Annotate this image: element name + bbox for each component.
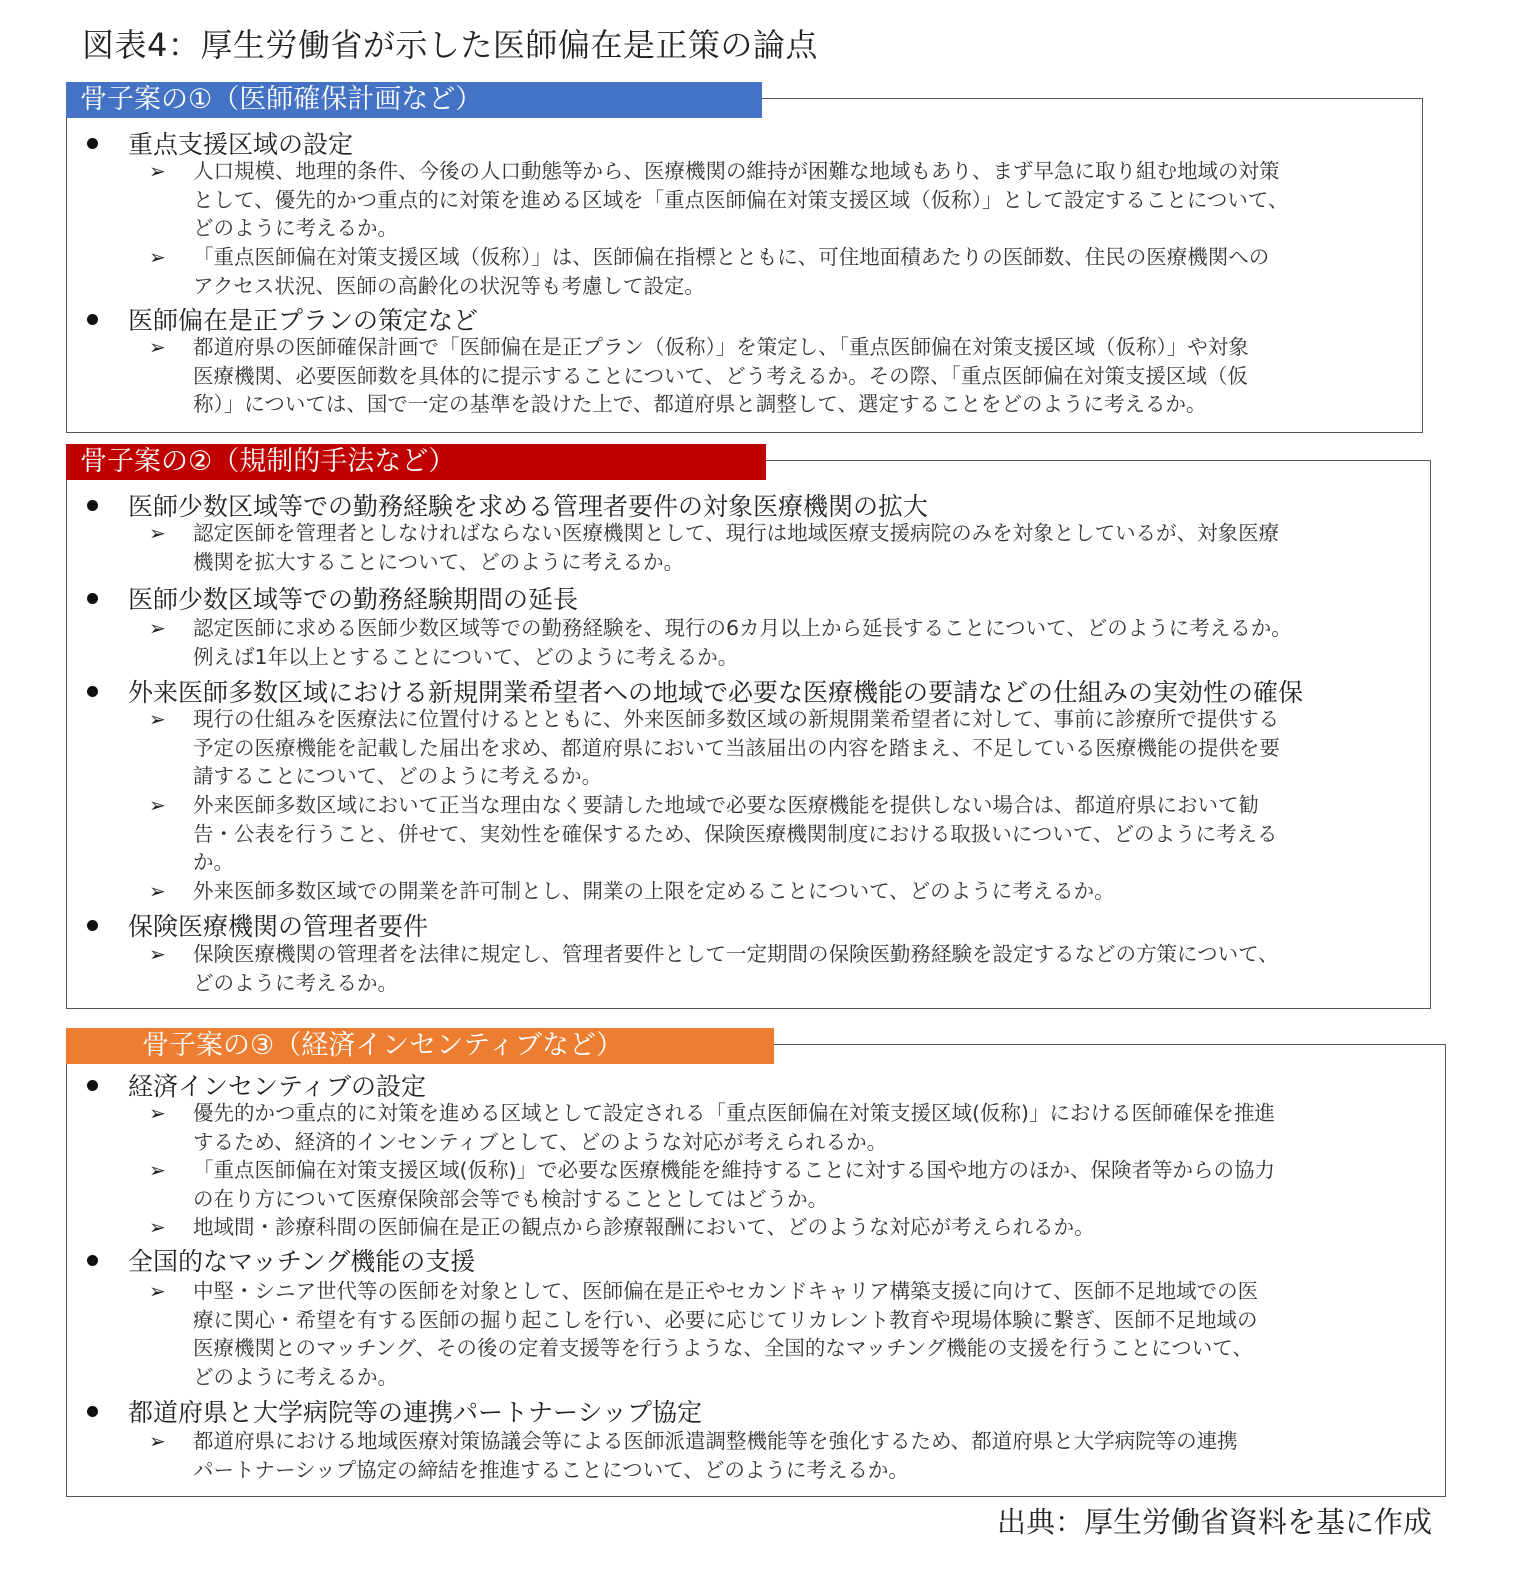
bullet-item (81, 1393, 702, 1429)
bullet-item (81, 487, 928, 523)
arrow-bullet-icon: ➢ (149, 335, 166, 359)
bullet-text: 外来医師多数区域における新規開業希望者への地域で必要な医療機能の要請などの仕組みの実効性の確保 (128, 678, 1304, 707)
sub-item-text: 人口規模、地理的条件、今後の人口動態等から、医療機関の維持が困難な地域もあり、まず早急に取り組む地域の対策 として、優先的かつ重点的に対策を進める区域を「重点医師偏在対策支援区域（仮称）」として設定することについて、 どのように考えるか。 (193, 159, 1289, 240)
page-title: 図表4：厚生労働省が示した医師偏在是正策の論点 (82, 26, 818, 64)
source-note: 出典：厚生労働省資料を基に作成 (996, 1505, 1432, 1539)
arrow-bullet-icon: ➢ (149, 1101, 166, 1125)
arrow-bullet-icon: ➢ (149, 1279, 166, 1303)
bullet-item (81, 580, 578, 616)
bullet-text: 医師少数区域等での勤務経験を求める管理者要件の対象医療機関の拡大 (128, 492, 929, 521)
sub-item-text: 都道府県における地域医療対策協議会等による医師派遣調整機能等を強化するため、都道府県と大学病院等の連携 パートナーシップ協定の締結を推進することについて、どのように考えるか。 (193, 1429, 1238, 1482)
sub-item-text: 「重点医師偏在対策支援区域(仮称)」で必要な医療機能を維持することに対する国や地方のほか、保険者等からの協力 の在り方について医療保険部会等でも検討することとしてはどうか。 (193, 1158, 1275, 1211)
sub-item (149, 1099, 1275, 1156)
bullet-item (81, 1242, 475, 1278)
bullet-dot-icon (87, 1080, 98, 1091)
sub-item (149, 614, 1292, 671)
section-1-header: 骨子案の①（医師確保計画など） (66, 82, 762, 118)
bullet-dot-icon (87, 1255, 98, 1266)
arrow-bullet-icon: ➢ (149, 707, 166, 731)
bullet-dot-icon (87, 593, 98, 604)
sub-item-text: 認定医師に求める医師少数区域等での勤務経験を、現行の6カ月以上から延長することについて、どのように考えるか。 例えば1年以上とすることについて、どのように考えるか。 (193, 616, 1292, 669)
sub-item-text: 中堅・シニア世代等の医師を対象として、医師偏在是正やセカンドキャリア構築支援に向けて、医師不足地域での医 療に関心・希望を有する医師の掘り起こしを行い、必要に応じてリカレント教育や現場体験に繋ぎ、医師不足地域の 医療機関とのマッチング、その後の定着支援等を行うような、全国的なマッチング機能の支援を行うことについて、 どのように考えるか。 (193, 1279, 1259, 1389)
sub-item-text: 都道府県の医師確保計画で「医師偏在是正プラン（仮称）」を策定し、「重点医師偏在対策支援区域（仮称）」や対象 医療機関、必要医師数を具体的に提示することについて、どう考えるか。その際、「重点医師偏在対策支援区域（仮 称）」については、国で一定の基準を設けた上で、都道府県と調整して、選定することをどのように考えるか。 (193, 335, 1249, 416)
sub-item-text: 地域間・診療科間の医師偏在是正の観点から診療報酬において、どのような対応が考えられるか。 (193, 1215, 1095, 1239)
sub-item-text: 保険医療機関の管理者を法律に規定し、管理者要件として一定期間の保険医勤務経験を設定するなどの方策について、 どのように考えるか。 (193, 942, 1279, 995)
section-3-header: 骨子案の③（経済インセンティブなど） (66, 1028, 774, 1064)
section-3-box (66, 1030, 1446, 1497)
bullet-item (81, 125, 353, 161)
arrow-bullet-icon: ➢ (149, 616, 166, 640)
arrow-bullet-icon: ➢ (149, 521, 166, 545)
bullet-text: 都道府県と大学病院等の連携パートナーシップ協定 (128, 1398, 703, 1427)
bullet-dot-icon (87, 500, 98, 511)
sub-item (149, 1277, 1258, 1391)
section-1-box (66, 84, 1423, 433)
bullet-text: 重点支援区域の設定 (128, 130, 354, 159)
sub-item (149, 705, 1280, 791)
sub-item (149, 243, 1269, 300)
section-2-box (66, 446, 1431, 1009)
bullet-text: 医師偏在是正プランの策定など (128, 306, 479, 335)
arrow-bullet-icon: ➢ (149, 159, 166, 183)
bullet-text: 全国的なマッチング機能の支援 (128, 1247, 476, 1276)
sub-item (149, 157, 1289, 243)
arrow-bullet-icon: ➢ (149, 942, 166, 966)
sub-item (149, 791, 1277, 877)
sub-item-text: 外来医師多数区域において正当な理由なく要請した地域で必要な医療機能を提供しない場合は、都道府県において勧 告・公表を行うこと、併せて、実効性を確保するため、保険医療機関制度における取扱いについて、どのように考える か。 (193, 793, 1278, 874)
sub-item-text: 「重点医師偏在対策支援区域（仮称）」は、医師偏在指標とともに、可住地面積あたりの医師数、住民の医療機関への アクセス状況、医師の高齢化の状況等も考慮して設定。 (193, 245, 1270, 298)
sub-item-text: 認定医師を管理者としなければならない医療機関として、現行は地域医療支援病院のみを対象としているが、対象医療 機関を拡大することについて、どのように考えるか。 (193, 521, 1280, 574)
bullet-dot-icon (87, 314, 98, 325)
bullet-item (81, 301, 478, 337)
arrow-bullet-icon: ➢ (149, 793, 166, 817)
arrow-bullet-icon: ➢ (149, 1429, 166, 1453)
bullet-text: 保険医療機関の管理者要件 (128, 912, 429, 941)
bullet-text: 医師少数区域等での勤務経験期間の延長 (128, 585, 579, 614)
bullet-item (81, 673, 1303, 709)
arrow-bullet-icon: ➢ (149, 879, 166, 903)
sub-item (149, 940, 1279, 997)
sub-item-text: 優先的かつ重点的に対策を進める区域として設定される「重点医師偏在対策支援区域(仮称)」における医師確保を推進 するため、経済的インセンティブとして、どのような対応が考えられるか。 (193, 1101, 1275, 1154)
bullet-item (81, 907, 428, 943)
bullet-dot-icon (87, 686, 98, 697)
section-2-header: 骨子案の②（規制的手法など） (66, 444, 766, 480)
sub-item (149, 333, 1249, 419)
bullet-text: 経済インセンティブの設定 (128, 1072, 427, 1101)
sub-item (149, 1156, 1275, 1213)
sub-item (149, 877, 1115, 906)
sub-item-text: 現行の仕組みを医療法に位置付けるとともに、外来医師多数区域の新規開業希望者に対して、事前に診療所で提供する 予定の医療機能を記載した届出を求め、都道府県において当該届出の内容を踏まえ、不足している医療機能の提供を要 請することについて、どのように考えるか。 (193, 707, 1280, 788)
arrow-bullet-icon: ➢ (149, 245, 166, 269)
bullet-dot-icon (87, 920, 98, 931)
arrow-bullet-icon: ➢ (149, 1215, 166, 1239)
bullet-item (81, 1067, 426, 1103)
sub-item (149, 519, 1279, 576)
sub-item (149, 1427, 1238, 1484)
arrow-bullet-icon: ➢ (149, 1158, 166, 1182)
sub-item-text: 外来医師多数区域での開業を許可制とし、開業の上限を定めることについて、どのように考えるか。 (193, 879, 1115, 903)
bullet-dot-icon (87, 1406, 98, 1417)
bullet-dot-icon (87, 138, 98, 149)
sub-item (149, 1213, 1095, 1242)
